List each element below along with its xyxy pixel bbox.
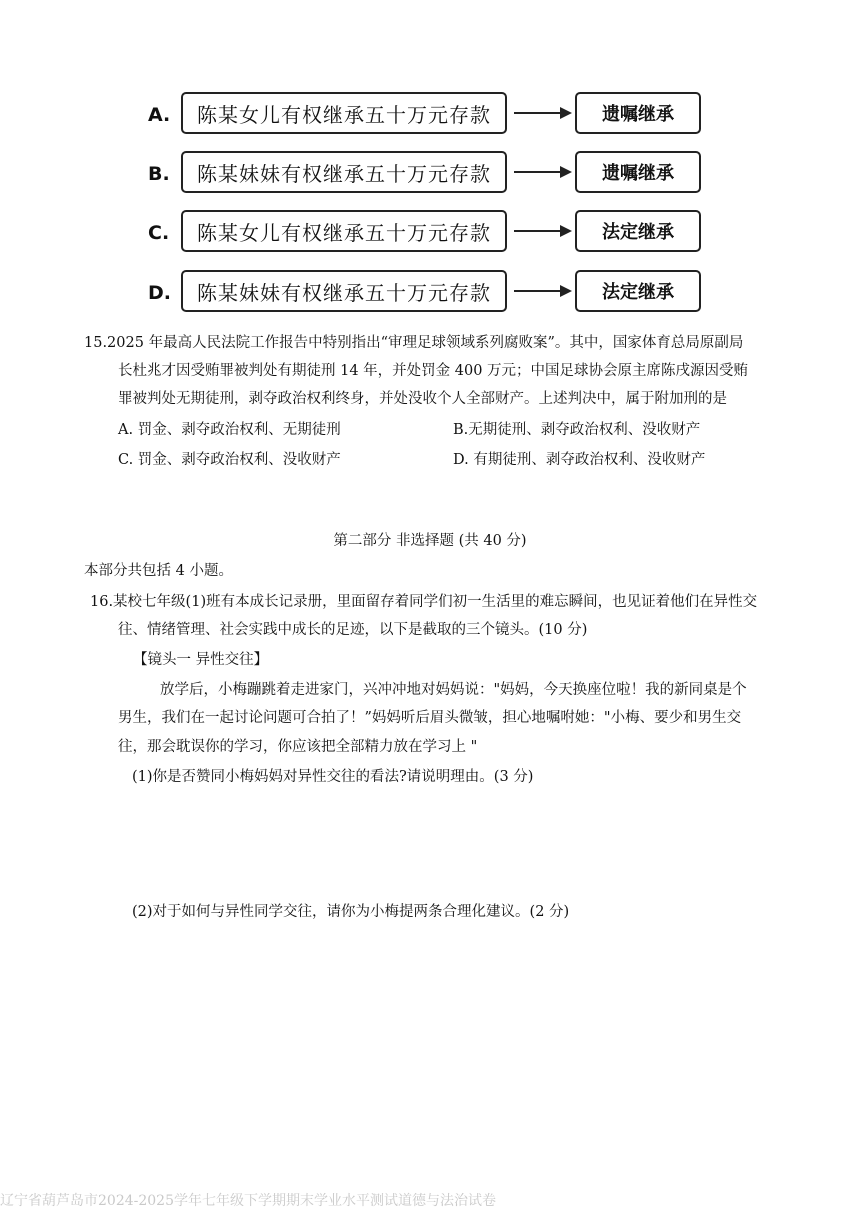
q15-choice-b: B.无期徒刑、剥夺政治权利、没收财产 bbox=[453, 422, 701, 438]
option-row-d bbox=[0, 270, 860, 318]
q16-stem-line1: 16.某校七年级(1)班有本成长记录册，里面留存着同学们初一生活里的难忘瞬间，也见证着他们在异性交 bbox=[90, 594, 758, 610]
q16-story-line2: 男生，我们在一起讨论问题可合拍了！”妈妈听后眉头微皱，担心地嘱咐她："小梅、要少和男生交 bbox=[118, 710, 742, 726]
q16-stem-line2: 往、情绪管理、社会实践中成长的足迹，以下是截取的三个镜头。(10 分) bbox=[118, 622, 588, 638]
option-statement-box: 陈某女儿有权继承五十万元存款 bbox=[181, 210, 507, 252]
part2-heading: 第二部分 非选择题 (共 40 分) bbox=[333, 533, 527, 549]
option-row-b bbox=[0, 151, 860, 199]
q15-choice-c: C. 罚金、剥夺政治权利、没收财产 bbox=[118, 452, 341, 468]
option-statement-box: 陈某妹妹有权继承五十万元存款 bbox=[181, 270, 507, 312]
arrow-right-icon bbox=[512, 103, 572, 123]
q16-story-line1: 放学后，小梅蹦跳着走进家门，兴冲冲地对妈妈说："妈妈，今天换座位啦！我的新同桌是个 bbox=[160, 682, 747, 698]
option-row-c bbox=[0, 210, 860, 258]
q15-stem-line1: 15.2025 年最高人民法院工作报告中特别指出“审理足球领域系列腐败案”。其中，国家体育总局原副局 bbox=[84, 335, 744, 351]
option-statement-box: 陈某女儿有权继承五十万元存款 bbox=[181, 92, 507, 134]
option-letter: C. bbox=[148, 222, 170, 244]
arrow-right-icon bbox=[512, 281, 572, 301]
option-letter: B. bbox=[148, 163, 170, 185]
option-result-box: 遗嘱继承 bbox=[575, 92, 701, 134]
q16-story-line3: 往，那会耽误你的学习，你应该把全部精力放在学习上 " bbox=[118, 739, 478, 755]
q15-stem-line2: 长杜兆才因受贿罪被判处有期徒刑 14 年，并处罚金 400 万元；中国足球协会原主席陈戌源因受贿 bbox=[118, 363, 749, 379]
option-result-box: 法定继承 bbox=[575, 210, 701, 252]
q15-stem-line3: 罪被判处无期徒刑，剥夺政治权利终身，并处没收个人全部财产。上述判决中，属于附加刑的是 bbox=[118, 391, 727, 407]
arrow-right-icon bbox=[512, 162, 572, 182]
option-result-box: 法定继承 bbox=[575, 270, 701, 312]
option-statement-box: 陈某妹妹有权继承五十万元存款 bbox=[181, 151, 507, 193]
footer-document-title: 辽宁省葫芦岛市2024-2025学年七年级下学期期末学业水平测试道德与法治试卷 bbox=[0, 1193, 496, 1209]
arrow-right-icon bbox=[512, 221, 572, 241]
q16-subquestion-2: (2)对于如何与异性同学交往，请你为小梅提两条合理化建议。(2 分) bbox=[132, 904, 570, 920]
q16-subquestion-1: (1)你是否赞同小梅妈妈对异性交往的看法?请说明理由。(3 分) bbox=[132, 769, 534, 785]
part2-intro: 本部分共包括 4 小题。 bbox=[84, 563, 233, 579]
q15-choice-d: D. 有期徒刑、剥夺政治权利、没收财产 bbox=[453, 452, 706, 468]
option-row-a bbox=[0, 92, 860, 140]
q16-shot1-title: 【镜头一 异性交往】 bbox=[133, 652, 269, 668]
option-letter: A. bbox=[148, 104, 171, 126]
q15-choice-a: A. 罚金、剥夺政治权利、无期徒刑 bbox=[118, 422, 341, 438]
option-result-box: 遗嘱继承 bbox=[575, 151, 701, 193]
option-letter: D. bbox=[148, 282, 171, 304]
